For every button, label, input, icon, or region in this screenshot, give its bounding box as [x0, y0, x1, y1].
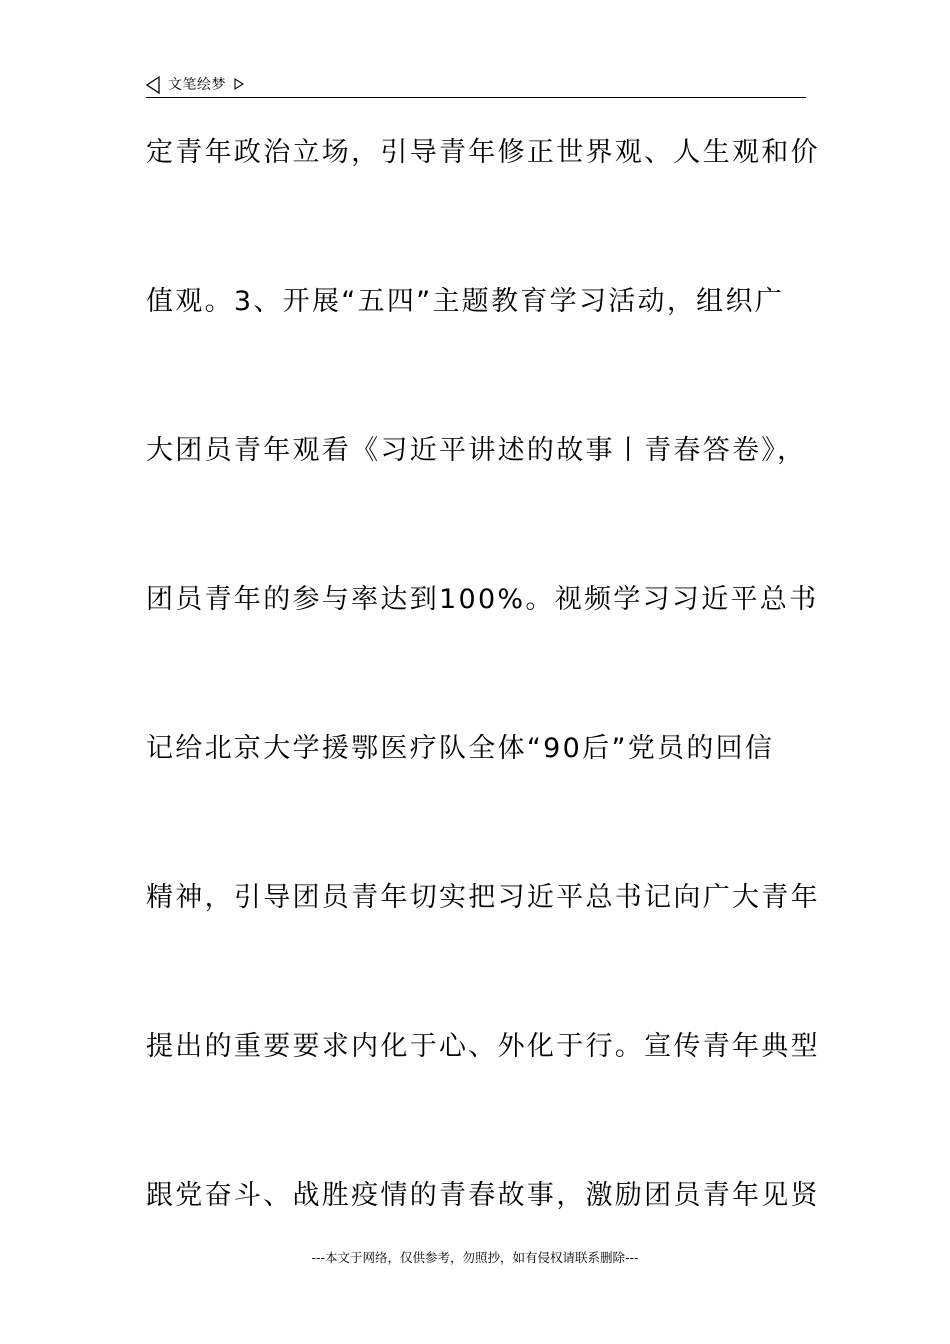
triangle-right-icon [234, 78, 244, 90]
footer-disclaimer: ---本文于网络，仅供参考，勿照抄，如有侵权请联系删除--- [311, 1250, 639, 1265]
page-header [146, 74, 806, 98]
body-line: 记给北京大学援鄂医疗队全体“90后”党员的回信 [146, 733, 775, 764]
header-title: 文笔绘梦 [168, 77, 226, 93]
body-line: 提出的重要要求内化于心、外化于行。宣传青年典型 [146, 1031, 820, 1062]
body-text [146, 126, 820, 1318]
body-line: 跟党奋斗、战胜疫情的青春故事，激励团员青年见贤 [146, 1180, 820, 1211]
body-line: 值观。3、开展“五四”主题教育学习活动，组织广 [146, 286, 785, 317]
body-line: 大团员青年观看《习近平讲述的故事丨青春答卷》， [146, 435, 807, 466]
body-line: 精神，引导团员青年切实把习近平总书记向广大青年 [146, 882, 820, 913]
triangle-left-icon [146, 76, 160, 94]
body-line: 团员青年的参与率达到100%。视频学习习近平总书 [146, 584, 819, 615]
body-line: 定青年政治立场，引导青年修正世界观、人生观和价 [146, 137, 820, 168]
header-divider [146, 97, 806, 98]
